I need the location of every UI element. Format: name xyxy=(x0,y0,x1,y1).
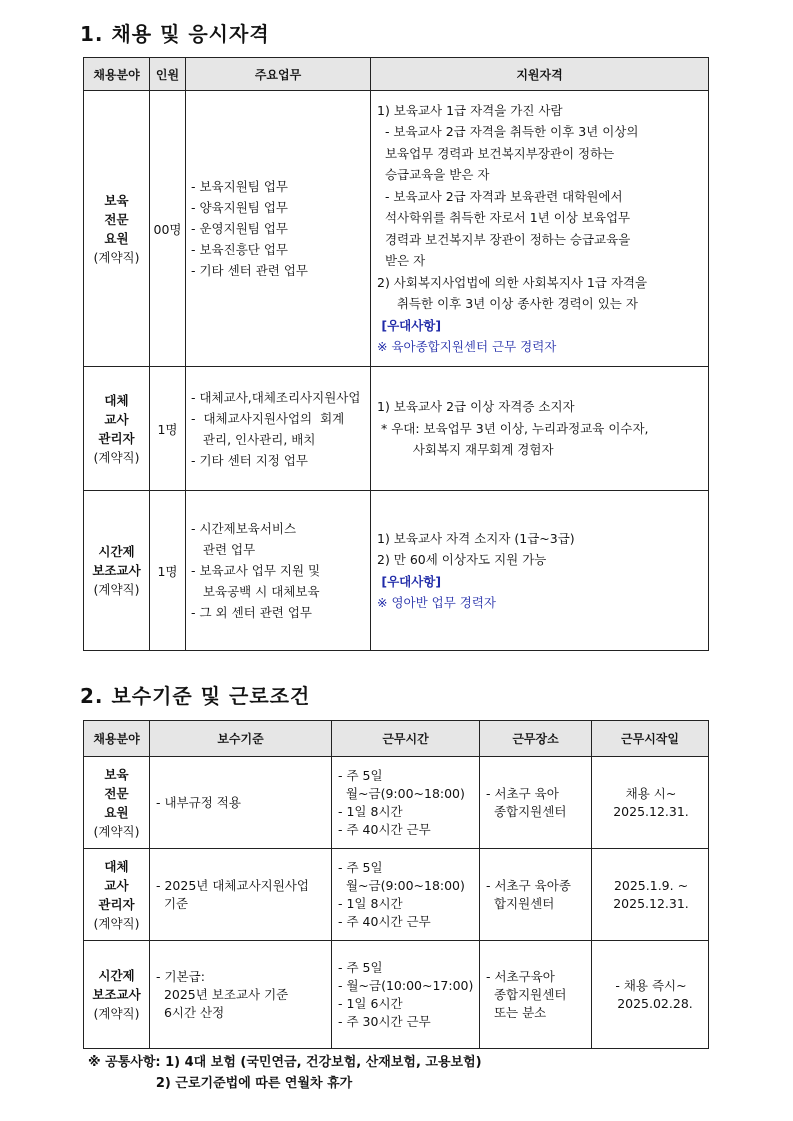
recruitment-header-row xyxy=(84,58,709,91)
field-name: 교사 xyxy=(104,411,129,427)
qualification-line: 취득한 이후 3년 이상 종사한 경력이 있는 자 xyxy=(377,296,638,311)
hours-line: - 주 40시간 근무 xyxy=(338,913,431,929)
recruitment-row xyxy=(84,91,709,367)
start-date-cell xyxy=(592,941,709,1049)
start-date-line: 2025.1.9. ~ xyxy=(613,877,689,893)
field-cell xyxy=(84,91,150,367)
preference-title: [우대사항] xyxy=(377,317,442,333)
pay-line: - 기본급: xyxy=(156,968,205,984)
pay-cell xyxy=(150,757,332,849)
start-date-cell xyxy=(592,757,709,849)
header-count: 인원 xyxy=(150,58,186,91)
hours-line: 월~금(9:00~18:00) xyxy=(338,877,465,893)
duty-item: - 시간제보육서비스 xyxy=(191,521,297,536)
duty-item: - 기타 센터 지정 업무 xyxy=(191,452,309,468)
header-field: 채용분야 xyxy=(84,58,150,91)
header-duties: 주요업무 xyxy=(186,58,371,91)
qualification-line: 받은 자 xyxy=(377,253,426,268)
start-date-line: 2025.12.31. xyxy=(613,895,689,911)
place-cell xyxy=(480,941,592,1049)
field-contract-type: (계약직) xyxy=(93,1006,140,1021)
hours-line: - 주 40시간 근무 xyxy=(338,821,431,837)
field-name: 관리자 xyxy=(98,430,135,446)
common-notes xyxy=(88,1052,482,1094)
start-date-line: 채용 시~ xyxy=(625,785,677,801)
field-contract-type: (계약직) xyxy=(93,823,140,839)
qualification-line: 2) 만 60세 이상자도 지원 가능 xyxy=(377,552,547,567)
duty-item: - 그 외 센터 관련 업무 xyxy=(191,605,312,620)
hours-line: - 월~금(10:00~17:00) xyxy=(338,977,474,993)
preference-note: ※ 육아종합지원센터 근무 경력자 xyxy=(377,339,557,354)
field-name: 대체 xyxy=(104,858,129,874)
field-name: 보조교사 xyxy=(92,987,141,1002)
hours-line: - 1일 8시간 xyxy=(338,803,403,819)
preference-title: [우대사항] xyxy=(377,573,442,589)
duty-item: 관리, 인사관리, 배치 xyxy=(191,431,316,447)
qualification-line: - 보육교사 2급 자격과 보육관련 대학원에서 xyxy=(377,188,623,204)
duty-item: - 운영지원팀 업무 xyxy=(191,221,288,236)
field-contract-type: (계약직) xyxy=(93,582,140,597)
duty-item: 관련 업무 xyxy=(191,542,256,557)
hours-cell xyxy=(332,757,480,849)
duties-cell xyxy=(186,91,371,367)
hours-cell xyxy=(332,849,480,941)
qualification-line: 승급교육을 받은 자 xyxy=(377,167,490,182)
field-contract-type: (계약직) xyxy=(93,249,140,265)
pay-line: 2025년 보조교사 기준 xyxy=(156,986,289,1002)
qualification-line: * 우대: 보육업무 3년 이상, 누리과정교육 이수자, xyxy=(377,420,649,436)
hours-line: - 1일 8시간 xyxy=(338,895,403,911)
conditions-header-row xyxy=(84,721,709,757)
place-cell xyxy=(480,757,592,849)
qualifications-cell xyxy=(371,91,709,367)
duty-item: 보육공백 시 대체보육 xyxy=(191,584,320,599)
field-name: 시간제 xyxy=(98,968,135,983)
headcount: 1명 xyxy=(150,491,186,651)
pay-line: - 2025년 대체교사지원사업 xyxy=(156,877,309,893)
pay-cell xyxy=(150,941,332,1049)
header-pay: 보수기준 xyxy=(150,721,332,757)
place-line: - 서초구육아 xyxy=(486,968,555,984)
duties-cell xyxy=(186,367,371,491)
qualification-line: 사회복지 재무회계 경험자 xyxy=(377,442,554,458)
duty-item: - 보육진흥단 업무 xyxy=(191,242,288,257)
field-contract-type: (계약직) xyxy=(93,449,140,465)
place-line: 종합지원센터 xyxy=(486,986,567,1002)
qualification-line: - 보육교사 2급 자격을 취득한 이후 3년 이상의 xyxy=(377,124,639,139)
start-date-line: 2025.02.28. xyxy=(609,995,693,1011)
headcount: 00명 xyxy=(150,91,186,367)
header-hours: 근무시간 xyxy=(332,721,480,757)
field-cell xyxy=(84,941,150,1049)
header-place: 근무장소 xyxy=(480,721,592,757)
conditions-table xyxy=(83,720,709,1049)
field-name: 대체 xyxy=(104,392,129,408)
qualification-line: 1) 보육교사 자격 소지자 (1급~3급) xyxy=(377,530,575,546)
field-name: 보육 xyxy=(104,766,129,782)
pay-cell xyxy=(150,849,332,941)
header-start-date: 근무시작일 xyxy=(592,721,709,757)
qualification-line: 보육업무 경력과 보건복지부장관이 정하는 xyxy=(377,145,615,161)
field-name: 시간제 xyxy=(98,544,135,559)
start-date-line: - 채용 즉시~ xyxy=(615,977,687,993)
hours-cell xyxy=(332,941,480,1049)
place-cell xyxy=(480,849,592,941)
field-name: 요원 xyxy=(104,804,129,820)
start-date-line: 2025.12.31. xyxy=(613,803,689,819)
place-line: 합지원센터 xyxy=(486,895,555,911)
header-qualifications: 지원자격 xyxy=(371,58,709,91)
pay-line: - 내부규정 적용 xyxy=(156,794,241,810)
hours-line: - 주 5일 xyxy=(338,767,383,783)
field-cell xyxy=(84,367,150,491)
section-2-title: 2. 보수기준 및 근로조건 xyxy=(80,684,311,708)
pay-line: 6시간 산정 xyxy=(156,1004,225,1020)
recruitment-table xyxy=(83,57,709,651)
duty-item: - 기타 센터 관련 업무 xyxy=(191,263,309,278)
hours-line: - 주 5일 xyxy=(338,959,383,975)
common-note-line: 2) 근로기준법에 따른 연월차 휴가 xyxy=(88,1076,353,1091)
field-cell xyxy=(84,491,150,651)
qualification-line: 2) 사회복지사업법에 의한 사회복지사 1급 자격을 xyxy=(377,274,648,290)
conditions-row xyxy=(84,849,709,941)
hours-line: - 주 5일 xyxy=(338,859,383,875)
field-name: 교사 xyxy=(104,877,129,893)
duty-item: - 대체교사지원사업의 회계 xyxy=(191,410,345,426)
duty-item: - 양육지원팀 업무 xyxy=(191,200,288,215)
qualifications-cell xyxy=(371,491,709,651)
field-contract-type: (계약직) xyxy=(93,915,140,931)
duties-cell xyxy=(186,491,371,651)
place-line: - 서초구 육아 xyxy=(486,785,559,801)
hours-line: - 1일 6시간 xyxy=(338,995,403,1011)
start-date-cell xyxy=(592,849,709,941)
qualification-line: 경력과 보건복지부 장관이 정하는 승급교육을 xyxy=(377,231,631,247)
hours-line: 월~금(9:00~18:00) xyxy=(338,785,465,801)
conditions-row xyxy=(84,757,709,849)
pay-line: 기준 xyxy=(156,895,189,911)
header-field: 채용분야 xyxy=(84,721,150,757)
section-1-title: 1. 채용 및 응시자격 xyxy=(80,22,270,46)
duty-item: - 보육교사 업무 지원 및 xyxy=(191,563,321,578)
field-cell xyxy=(84,757,150,849)
preference-note: ※ 영아반 업무 경력자 xyxy=(377,595,496,610)
place-line: - 서초구 육아종 xyxy=(486,877,571,893)
field-cell xyxy=(84,849,150,941)
duty-item: - 대체교사,대체조리사지원사업 xyxy=(191,389,361,405)
qualification-line: 1) 보육교사 1급 자격을 가진 사람 xyxy=(377,102,563,118)
recruitment-row xyxy=(84,491,709,651)
common-note-line: ※ 공통사항: 1) 4대 보험 (국민연금, 건강보험, 산재보험, 고용보험) xyxy=(88,1055,482,1070)
qualification-line: 석사학위를 취득한 자로서 1년 이상 보육업무 xyxy=(377,210,631,225)
headcount: 1명 xyxy=(150,367,186,491)
field-name: 보조교사 xyxy=(92,563,141,578)
field-name: 요원 xyxy=(104,230,129,246)
conditions-row xyxy=(84,941,709,1049)
field-name: 관리자 xyxy=(98,896,135,912)
recruitment-row xyxy=(84,367,709,491)
field-name: 보육 xyxy=(104,192,129,208)
duty-item: - 보육지원팀 업무 xyxy=(191,179,288,194)
place-line: 또는 분소 xyxy=(486,1004,547,1020)
place-line: 종합지원센터 xyxy=(486,803,567,819)
field-name: 전문 xyxy=(104,211,129,227)
hours-line: - 주 30시간 근무 xyxy=(338,1013,431,1029)
qualification-line: 1) 보육교사 2급 이상 자격증 소지자 xyxy=(377,399,575,415)
field-name: 전문 xyxy=(104,785,129,801)
qualifications-cell xyxy=(371,367,709,491)
